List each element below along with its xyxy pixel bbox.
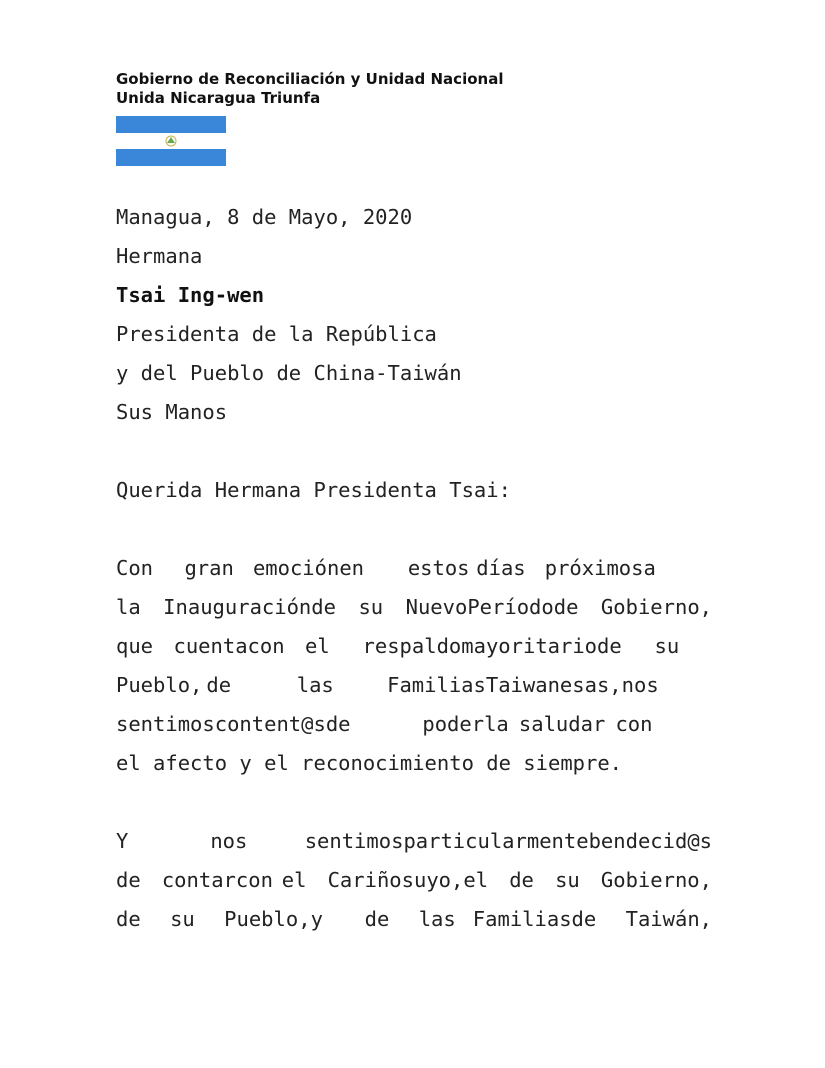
paragraph-1-line: sentimos content@s de poderla saludar con (116, 712, 653, 736)
salutation-title: Hermana (116, 244, 203, 268)
letterhead-line-2: Unida Nicaragua Triunfa (116, 89, 321, 107)
paragraph-2-line: de su Pueblo, y de las Familias de Taiwán, (116, 907, 713, 931)
recipient-title-2: y del Pueblo de China-Taiwán (116, 361, 462, 385)
delivery-note: Sus Manos (116, 400, 228, 424)
letter-date: Managua, 8 de Mayo, 2020 (116, 205, 413, 229)
paragraph-1-line: el afecto y el reconocimiento de siempre. (116, 751, 623, 775)
letterhead (116, 70, 503, 108)
recipient-name: Tsai Ing-wen (116, 283, 265, 307)
paragraph-1-line: la Inauguración de su Nuevo Período de Gobierno, (116, 595, 713, 619)
greeting: Querida Hermana Presidenta Tsai: (116, 478, 511, 502)
paragraph-1-line: que cuenta con el respaldo mayoritario de su (116, 634, 680, 658)
nicaragua-flag-icon (116, 116, 226, 166)
paragraph-1-line: Con gran emoción en estos días próximos a (116, 556, 656, 580)
paragraph-2-line: de contar con el Cariño suyo, el de su Gobierno, (116, 868, 712, 892)
recipient-title-1: Presidenta de la República (116, 322, 437, 346)
letterhead-line-1: Gobierno de Reconciliación y Unidad Nacional (116, 70, 504, 88)
paragraph-1-line: Pueblo, de las Familias Taiwanesas, nos (116, 673, 659, 697)
paragraph-2-line: Y nos sentimos particularmente bendecid@s (116, 829, 712, 853)
